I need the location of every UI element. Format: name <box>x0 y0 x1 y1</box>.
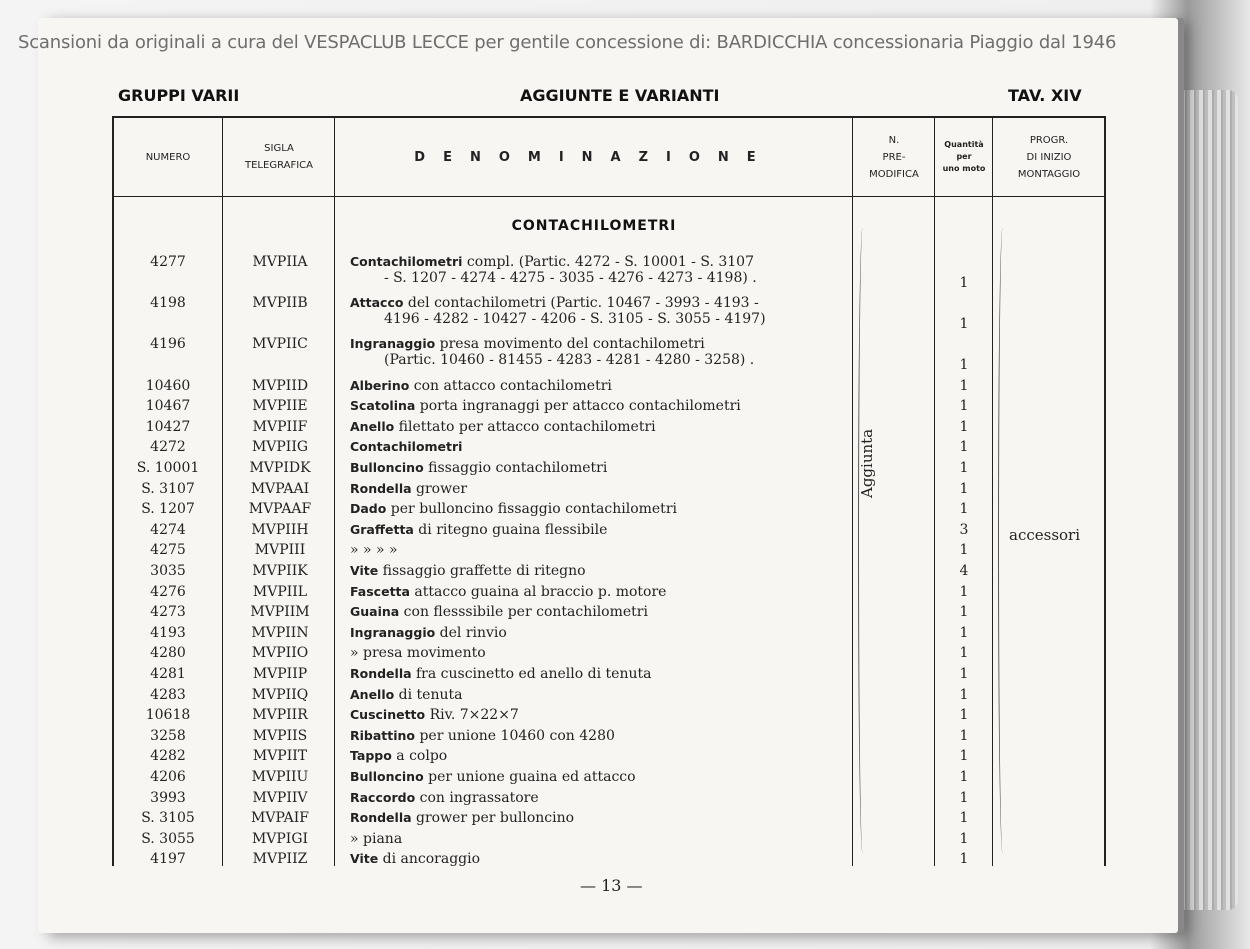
part-number: 10460 <box>145 377 191 394</box>
part-name: Fascetta <box>350 583 410 599</box>
part-description <box>350 604 850 620</box>
quantity: 1 <box>959 769 969 785</box>
part-name: Attacco <box>350 295 404 311</box>
part-name: Ingranaggio <box>350 336 436 352</box>
table-row <box>114 851 1104 871</box>
telegraphic-code: MVPIIN <box>251 624 309 641</box>
part-number: 4198 <box>150 295 186 312</box>
table-row <box>114 295 1104 336</box>
telegraphic-code: MVPIIO <box>251 645 309 662</box>
part-detail: grower <box>411 480 468 497</box>
table-row <box>114 584 1104 604</box>
telegraphic-code: MVPAAI <box>250 480 310 497</box>
part-description <box>350 254 850 286</box>
part-detail-continued: 4196 - 4282 - 10427 - 4206 - S. 3105 - S. 3055 - 4197) <box>384 311 766 328</box>
quantity: 1 <box>959 666 969 682</box>
part-detail: attacco guaina al braccio p. motore <box>409 583 667 600</box>
part-name: Ribattino <box>350 727 416 743</box>
header-center: AGGIUNTE E VARIANTI <box>520 86 720 105</box>
part-number: 4282 <box>150 748 186 765</box>
part-detail: a colpo <box>391 748 448 765</box>
part-number: S. 3105 <box>141 810 195 827</box>
telegraphic-code: MVPIGI <box>251 830 309 847</box>
part-name: Rondella <box>350 666 412 681</box>
part-description <box>350 687 850 703</box>
part-detail: per unione guaina ed attacco <box>423 769 636 785</box>
table-row <box>114 336 1104 377</box>
part-description <box>350 419 850 435</box>
part-number: 4276 <box>150 583 186 600</box>
telegraphic-code: MVPIIB <box>252 295 308 312</box>
part-description <box>350 501 850 517</box>
part-name: Cuscinetto <box>350 707 426 723</box>
col-progr: PROGR. DI INIZIO MONTAGGIO <box>1017 134 1081 180</box>
table-row <box>114 481 1104 501</box>
telegraphic-code: MVPIDK <box>249 460 311 476</box>
quantity: 1 <box>959 501 969 518</box>
part-number: 10427 <box>145 418 191 435</box>
part-name: Ingranaggio <box>350 624 436 640</box>
part-name: Dado <box>350 501 387 517</box>
part-number: S. 3107 <box>141 480 195 497</box>
part-description <box>350 522 850 538</box>
scan-credit: Scansioni da originali a cura del VESPACLUB LECCE per gentile concessione di: BARDICCHIA concessionaria Piaggio dal 1946 <box>18 32 1117 53</box>
part-number: 4274 <box>150 521 186 538</box>
part-detail: filettato per attacco contachilometri <box>394 418 656 435</box>
part-detail: di ancoraggio <box>378 851 481 868</box>
part-description <box>350 666 850 682</box>
telegraphic-code: MVPIIV <box>252 789 308 806</box>
telegraphic-code: MVPIIL <box>252 583 308 600</box>
col-denominazione: DENOMINAZIONE <box>414 149 774 165</box>
part-name: Anello <box>350 418 395 434</box>
quantity: 1 <box>959 851 969 868</box>
col-sigla: SIGLA TELEGRAFICA <box>245 143 313 171</box>
part-detail: fissaggio graffette di ritegno <box>378 563 586 579</box>
quantity: 1 <box>959 789 969 806</box>
part-name: Bulloncino <box>350 769 424 784</box>
part-detail: fissaggio contachilometri <box>423 460 608 476</box>
part-description <box>350 378 850 394</box>
part-number: 3035 <box>150 563 186 579</box>
part-description <box>350 439 850 455</box>
parts-table <box>112 116 1106 866</box>
part-detail: Riv. 7×22×7 <box>425 707 519 724</box>
quantity: 1 <box>959 810 969 827</box>
part-number: 4277 <box>150 254 186 270</box>
telegraphic-code: MVPIII <box>254 542 306 559</box>
telegraphic-code: MVPIIE <box>252 398 308 415</box>
part-name: Contachilometri <box>350 439 463 455</box>
table-row <box>114 563 1104 583</box>
part-description <box>350 460 850 476</box>
quantity: 1 <box>959 356 969 373</box>
quantity: 1 <box>959 418 969 435</box>
part-detail: del rinvio <box>435 624 507 641</box>
quantity: 1 <box>959 460 969 476</box>
part-number: 4275 <box>150 542 186 559</box>
part-detail: » presa movimento <box>350 645 486 662</box>
part-number: 3258 <box>150 727 186 744</box>
part-number: S. 10001 <box>136 460 200 476</box>
quantity: 1 <box>959 624 969 641</box>
quantity: 1 <box>959 686 969 703</box>
part-description <box>350 542 850 558</box>
quantity: 1 <box>959 274 969 291</box>
table-row <box>114 810 1104 830</box>
part-number: S. 1207 <box>141 501 195 518</box>
quantity: 3 <box>959 521 969 538</box>
part-number: 4193 <box>150 624 186 641</box>
table-row <box>114 687 1104 707</box>
telegraphic-code: MVPAIF <box>251 810 309 827</box>
part-number: 4196 <box>150 336 186 353</box>
part-name: Raccordo <box>350 789 416 805</box>
quantity: 1 <box>959 748 969 765</box>
telegraphic-code: MVPIIH <box>251 521 309 538</box>
part-detail: presa movimento del contachilometri <box>435 336 705 353</box>
part-name: Alberino <box>350 377 410 393</box>
quantity: 1 <box>959 315 969 332</box>
table-row <box>114 707 1104 727</box>
quantity: 1 <box>959 439 969 456</box>
part-name: Scatolina <box>350 398 416 414</box>
quantity: 1 <box>959 542 969 559</box>
quantity: 1 <box>959 398 969 415</box>
part-description <box>350 728 850 744</box>
part-description <box>350 295 850 327</box>
quantity: 1 <box>959 377 969 394</box>
telegraphic-code: MVPIIT <box>252 748 308 765</box>
part-number: 3993 <box>150 789 186 806</box>
telegraphic-code: MVPIIQ <box>251 686 309 703</box>
part-description <box>350 398 850 414</box>
telegraphic-code: MVPIIG <box>251 439 309 456</box>
telegraphic-code: MVPIIK <box>252 563 308 579</box>
table-row <box>114 604 1104 624</box>
part-name: Rondella <box>350 810 412 826</box>
part-detail: » » » » <box>350 542 398 559</box>
part-detail: compl. (Partic. 4272 - S. 10001 - S. 3107 <box>462 254 754 270</box>
telegraphic-code: MVPIIM <box>250 604 310 621</box>
telegraphic-code: MVPIID <box>251 377 309 394</box>
table-row <box>114 625 1104 645</box>
part-name: Bulloncino <box>350 460 424 475</box>
telegraphic-code: MVPAAF <box>248 501 312 518</box>
header-right: TAV. XIV <box>1008 86 1082 105</box>
table-row <box>114 645 1104 665</box>
table-row <box>114 542 1104 562</box>
quantity: 1 <box>959 480 969 497</box>
part-detail: di tenuta <box>394 686 463 703</box>
part-name: Contachilometri <box>350 254 463 269</box>
telegraphic-code: MVPIIS <box>252 727 308 744</box>
part-description <box>350 625 850 641</box>
telegraphic-code: MVPIIF <box>252 418 308 435</box>
table-row <box>114 419 1104 439</box>
quantity: 1 <box>959 604 969 621</box>
col-pre-modifica: N. PRE- MODIFICA <box>869 134 919 180</box>
part-detail-continued: (Partic. 10460 - 81455 - 4283 - 4281 - 4280 - 3258) . <box>384 352 755 369</box>
table-row <box>114 769 1104 789</box>
part-description <box>350 563 850 579</box>
table-row <box>114 501 1104 521</box>
part-name: Guaina <box>350 604 400 620</box>
part-number: 4272 <box>150 439 186 456</box>
part-detail: per unione 10460 con 4280 <box>415 727 615 744</box>
part-name: Vite <box>350 563 379 578</box>
part-description <box>350 769 850 785</box>
part-detail: grower per bulloncino <box>411 810 575 827</box>
prog-value: accessori <box>1009 526 1081 544</box>
part-detail: fra cuscinetto ed anello di tenuta <box>411 666 652 682</box>
quantity: 1 <box>959 645 969 662</box>
part-description <box>350 790 850 806</box>
quantity: 1 <box>959 830 969 847</box>
table-row <box>114 831 1104 851</box>
part-detail: porta ingranaggi per attacco contachilometri <box>415 398 741 415</box>
telegraphic-code: MVPIIA <box>252 254 308 270</box>
part-description <box>350 851 850 867</box>
part-detail: con attacco contachilometri <box>409 377 612 394</box>
quantity: 4 <box>959 563 969 579</box>
part-description <box>350 645 850 661</box>
part-description <box>350 707 850 723</box>
part-number: 10467 <box>145 398 191 415</box>
col-quantita: Quantità per uno moto <box>942 140 986 173</box>
part-description <box>350 810 850 826</box>
part-number: 4283 <box>150 686 186 703</box>
part-number: 4280 <box>150 645 186 662</box>
quantity: 1 <box>959 727 969 744</box>
part-description <box>350 336 850 368</box>
col-numero: NUMERO <box>145 151 191 163</box>
telegraphic-code: MVPIIR <box>252 707 308 724</box>
part-detail: di ritegno guaina flessibile <box>413 521 608 538</box>
telegraphic-code: MVPIIZ <box>252 851 308 868</box>
table-row <box>114 460 1104 480</box>
part-description <box>350 481 850 497</box>
part-detail: » piana <box>350 830 403 847</box>
telegraphic-code: MVPIIP <box>252 666 308 682</box>
table-row <box>114 398 1104 418</box>
part-description <box>350 748 850 764</box>
table-row <box>114 790 1104 810</box>
table-row <box>114 666 1104 686</box>
part-description <box>350 831 850 847</box>
part-detail: del contachilometri (Partic. 10467 - 3993 - 4193 - <box>403 295 759 312</box>
part-number: 4273 <box>150 604 186 621</box>
part-name: Anello <box>350 686 395 702</box>
quantity: 1 <box>959 583 969 600</box>
part-number: 4281 <box>150 666 186 682</box>
table-row <box>114 439 1104 459</box>
table-row <box>114 522 1104 542</box>
table-row <box>114 254 1104 295</box>
telegraphic-code: MVPIIU <box>251 769 309 785</box>
quantity: 1 <box>959 707 969 724</box>
part-name: Tappo <box>350 748 392 764</box>
telegraphic-code: MVPIIC <box>252 336 308 353</box>
part-name: Vite <box>350 851 379 867</box>
header-left: GRUPPI VARII <box>118 86 240 105</box>
part-number: S. 3055 <box>141 830 195 847</box>
part-detail: con flesssibile per contachilometri <box>399 604 648 621</box>
part-detail-continued: - S. 1207 - 4274 - 4275 - 3035 - 4276 - 4273 - 4198) . <box>384 270 757 286</box>
table-row <box>114 378 1104 398</box>
part-detail: con ingrassatore <box>415 789 539 806</box>
part-number: 4197 <box>150 851 186 868</box>
part-name: Rondella <box>350 480 412 496</box>
side-label-aggiunta: Aggiunta <box>858 428 876 498</box>
table-row <box>114 728 1104 748</box>
page-edge <box>1178 90 1238 910</box>
part-detail: per bulloncino fissaggio contachilometri <box>386 501 677 518</box>
section-title: CONTACHILOMETRI <box>511 218 677 234</box>
part-name: Graffetta <box>350 521 414 537</box>
part-number: 4206 <box>150 769 186 785</box>
table-row <box>114 748 1104 768</box>
part-description <box>350 584 850 600</box>
page-number: — 13 — <box>580 876 643 895</box>
part-number: 10618 <box>145 707 191 724</box>
